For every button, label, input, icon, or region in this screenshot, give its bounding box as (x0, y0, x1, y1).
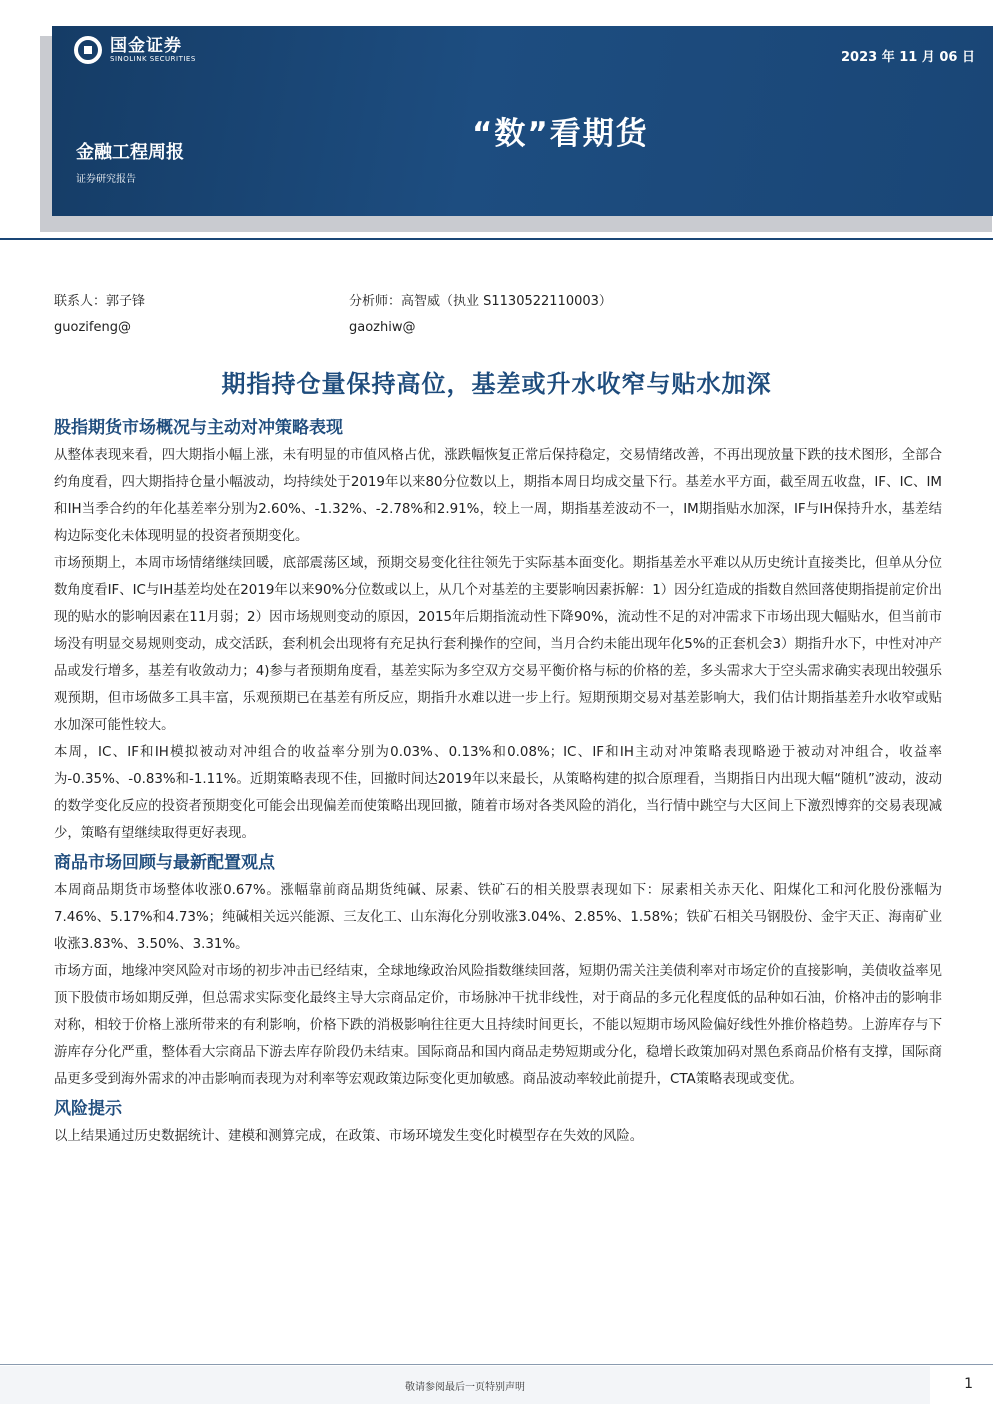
paragraph: 本周商品期货市场整体收涨0.67%。涨幅靠前商品期货纯碱、尿素、铁矿石的相关股票表现如下：尿素相关赤天化、阳煤化工和河化股份涨幅为7.46%、5.17%和4.73%；纯碱相关远兴能源、三友化工、山东海化分别收涨3.04%、2.85%、1.58%；铁矿石相关马钢股份、金宇天正、海南矿业收涨3.83%、3.50%、3.31%。 (54, 883, 942, 952)
paragraph: 本周，IC、IF和IH模拟被动对冲组合的收益率分别为0.03%、0.13%和0.08%；IC、IF和IH主动对冲策略表现略逊于被动对冲组合，收益率为-0.35%、-0.83%和-1.11%。近期策略表现不佳，回撤时间达2019年以来最长，从策略构建的拟合原理看，当期指日内出现大幅“随机”波动，波动的数学变化反应的投资者预期变化可能会出现偏差而使策略出现回撤，随着市场对各类风险的消化，当行情中跳空与大区间上下激烈博弈的交易表现减少，策略有望继续取得更好表现。 (54, 745, 942, 841)
paragraph: 以上结果通过历史数据统计、建模和测算完成，在政策、市场环境发生变化时模型存在失效的风险。 (54, 1129, 644, 1144)
contact-person: 联系人：郭子锋 (54, 293, 146, 309)
report-title: “数”看期货 (472, 116, 649, 152)
section-title: 股指期货市场概况与主动对冲策略表现 (54, 418, 343, 438)
report-headline: 期指持仓量保持高位，基差或升水收窄与贴水加深 (221, 370, 772, 398)
logo-cn: 国金证券 (110, 35, 182, 56)
contact-block (54, 285, 934, 341)
section-title: 风险提示 (54, 1099, 122, 1119)
footer-notice: 敬请参阅最后一页特别声明 (0, 1366, 930, 1404)
company-logo (74, 36, 196, 64)
analyst: 分析师：高智威（执业 S1130522110003） (349, 293, 612, 309)
report-date: 2023 年 11 月 06 日 (841, 50, 975, 65)
report-banner (52, 26, 993, 216)
paragraph: 市场方面，地缘冲突风险对市场的初步冲击已经结束，全球地缘政治风险指数继续回落，短期仍需关注美债利率对市场定价的直接影响，美债收益率见顶下股债市场如期反弹，但总需求实际变化最终主导大宗商品定价，市场脉冲干扰非线性，对于商品的多元化程度低的品种如石油，价格冲击的影响非对称，相较于价格上涨所带来的有利影响，价格下跌的消极影响往往更大且持续时间更长，不能以短期市场风险偏好线性外推价格趋势。上游库存与下游库存分化严重，整体看大宗商品下游去库存阶段仍未结束。国际商品和国内商品走势短期或分化，稳增长政策加码对黑色系商品价格有支撑，国际商品更多受到海外需求的冲击影响而表现为对利率等宏观政策边际变化更加敏感。商品波动率较此前提升，CTA策略表现或变优。 (54, 964, 942, 1087)
paragraph: 市场预期上，本周市场情绪继续回暖，底部震荡区域，预期交易变化往往领先于实际基本面变化。期指基差水平难以从历史统计直接类比，但单从分位数角度看IF、IC与IH基差均处在2019年以来90%分位数或以上，从几个对基差的主要影响因素拆解：1）因分红造成的指数自然回落使期指提前定价出现的贴水的影响因素在11月弱；2）因市场规则变动的原因，2015年后期指流动性下降90%，流动性不足的对冲需求下市场出现大幅贴水，但当前市场没有明显交易规则变动，成交活跃，套利机会出现将有充足执行套利操作的空间，当月合约未能出现年化5%的正套机会3）期指升水下，中性对冲产品或发行增多，基差有收敛动力；4)参与者预期角度看，基差实际为多空双方交易平衡价格与标的价格的差，多头需求大于空头需求确实表现出较强乐观预期，但市场做多工具丰富，乐观预期已在基差有所反应，期指升水难以进一步上行。短期预期交易对基差影响大，我们估计期指基差升水收窄或贴水加深可能性较大。 (54, 556, 942, 733)
report-series: 金融工程周报 (76, 142, 184, 163)
contact-email: guozifeng@ (54, 319, 131, 335)
doc-type: 证券研究报告 (76, 174, 136, 185)
paragraph: 从整体表现来看，四大期指小幅上涨，未有明显的市值风格占优，涨跌幅恢复正常后保持稳定，交易情绪改善，不再出现放量下跌的技术图形，全部合约角度看，四大期指持仓量小幅波动，均持续处于2019年以来80分位数以上，期指本周日均成交量下行。基差水平方面，截至周五收盘，IF、IC、IM和IH当季合约的年化基差率分别为2.60%、-1.32%、-2.78%和2.91%，较上一周，期指基差波动不一，IM期指贴水加深，IF与IH保持升水，基差结构边际变化未体现明显的投资者预期变化。 (54, 448, 942, 544)
logo-mark-icon (74, 36, 102, 64)
analyst-email: gaozhiw@ (349, 319, 416, 335)
footer-divider (0, 1364, 993, 1365)
logo-en: SINOLINK SECURITIES (110, 54, 196, 63)
report-body (54, 412, 942, 1150)
page-number: 1 (964, 1376, 973, 1392)
header-divider (0, 238, 993, 240)
section-title: 商品市场回顾与最新配置观点 (54, 853, 275, 873)
